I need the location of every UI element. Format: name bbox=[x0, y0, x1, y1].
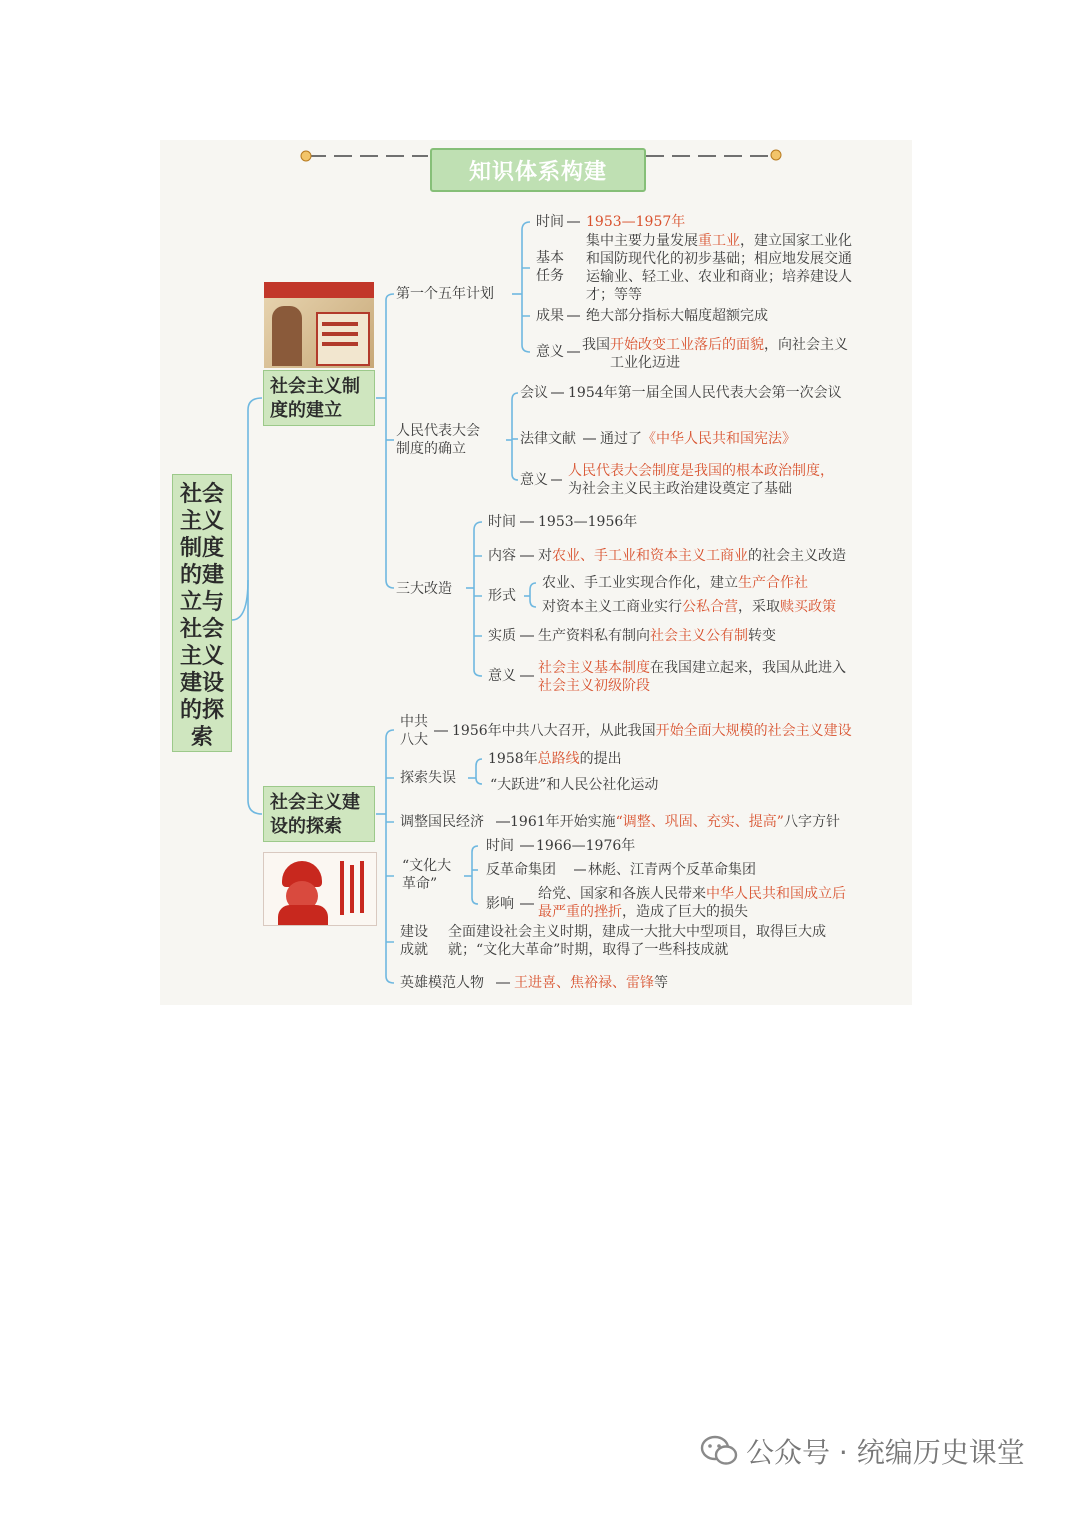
three-content-c: 的社会主义改造 bbox=[748, 548, 846, 564]
three-ess-c: 转变 bbox=[748, 628, 776, 644]
npc-law-value bbox=[600, 431, 796, 448]
three-content-key: 内容 bbox=[488, 548, 516, 564]
cr-impact-key: 影响 bbox=[486, 896, 514, 912]
mistake-l1-c: 的提出 bbox=[579, 751, 622, 767]
node-eighth-congress-line1: 中共 bbox=[400, 714, 428, 730]
three-form1-b: 生产合作社 bbox=[738, 575, 808, 591]
branch1-line2: 度的建立 bbox=[270, 400, 342, 421]
npc-law-a: 通过了 bbox=[600, 431, 642, 447]
root-topic bbox=[172, 474, 232, 752]
mistake-line1 bbox=[488, 751, 622, 768]
three-content-value bbox=[538, 548, 846, 565]
node-achievements-line2: 成就 bbox=[400, 942, 428, 958]
fyp-sig-key: 意义 bbox=[536, 344, 564, 360]
branch2-line1: 社会主义建 bbox=[270, 792, 360, 813]
fyp-sig-l1-c: ，向社会主义 bbox=[764, 337, 848, 353]
fyp-task-line1 bbox=[586, 233, 852, 250]
three-essence-value bbox=[538, 628, 776, 645]
heroes-suffix: 等 bbox=[654, 975, 668, 991]
npc-sig-line2: 为社会主义民主政治建设奠定了基础 bbox=[568, 481, 792, 497]
three-content-b: 农业、手工业和资本主义工商业 bbox=[552, 548, 748, 564]
branch-socialist-construction-exploration bbox=[263, 786, 375, 842]
poster-image-five-year-plan bbox=[264, 282, 374, 368]
fyp-time-key: 时间 bbox=[536, 214, 564, 230]
watermark-text: 公众号 · 统编历史课堂 bbox=[746, 1436, 1025, 1469]
three-content-a: 对 bbox=[538, 548, 552, 564]
mistake-line2: “大跃进”和人民公社化运动 bbox=[490, 777, 659, 793]
three-sig-l1-a: 社会主义基本制度 bbox=[538, 660, 650, 676]
three-form-key: 形式 bbox=[488, 588, 516, 604]
cr-impact-line2 bbox=[538, 904, 748, 921]
fyp-task-line4: 才；等等 bbox=[586, 287, 642, 303]
three-ess-a: 生产资料私有制向 bbox=[538, 628, 650, 644]
node-three-transformations: 三大改造 bbox=[396, 581, 452, 597]
section-header: 知识体系构建 bbox=[430, 148, 646, 192]
node-eighth-congress-line2: 八大 bbox=[400, 732, 428, 748]
fyp-sig-line1 bbox=[582, 337, 848, 354]
npc-law-b: 《中华人民共和国宪法》 bbox=[642, 431, 796, 447]
branch1-line1: 社会主义制 bbox=[270, 376, 360, 397]
adjust-text-b: “调整、巩固、充实、提高” bbox=[615, 814, 784, 830]
three-time-value: 1953—1956年 bbox=[538, 514, 638, 530]
mistake-l1-a: 1958年 bbox=[488, 751, 538, 767]
three-sig-line1 bbox=[538, 660, 846, 677]
fyp-task-line3: 运输业、轻工业、农业和商业；培养建设人 bbox=[586, 269, 852, 285]
adjust-text-c: 八字方针 bbox=[783, 814, 840, 830]
three-sig-key: 意义 bbox=[488, 668, 516, 684]
node-cultural-revolution-line2: 革命” bbox=[402, 876, 438, 892]
fyp-result-value: 绝大部分指标大幅度超额完成 bbox=[586, 308, 768, 324]
node-exploration-mistakes: 探索失误 bbox=[400, 770, 456, 786]
portrait-image-lei-feng bbox=[263, 852, 377, 926]
cr-time-value: 1966—1976年 bbox=[536, 838, 636, 854]
npc-meeting-key: 会议 bbox=[520, 385, 548, 401]
fyp-task-l1-b: 重工业 bbox=[698, 233, 740, 249]
fyp-sig-l1-a: 我国 bbox=[582, 337, 610, 353]
node-achievements-line1: 建设 bbox=[400, 924, 428, 940]
fyp-task-key-2: 任务 bbox=[536, 268, 564, 284]
three-form2-c: ，采取 bbox=[738, 599, 780, 615]
cr-impact-l1-a: 给党、国家和各族人民带来 bbox=[538, 886, 706, 902]
node-heroes: 英雄模范人物 bbox=[400, 975, 484, 991]
branch2-line2: 设的探索 bbox=[270, 816, 342, 837]
ornament-right-dot-icon bbox=[766, 145, 786, 165]
three-form2-d: 赎买政策 bbox=[780, 599, 836, 615]
fyp-task-line2: 和国防现代化的初步基础；相应地发展交通 bbox=[586, 251, 852, 267]
cr-impact-line1 bbox=[538, 886, 846, 903]
ornament-left-dot-icon bbox=[296, 148, 316, 164]
heroes-names: 王进喜、焦裕禄、雷锋 bbox=[514, 975, 654, 991]
three-sig-line2: 社会主义初级阶段 bbox=[538, 678, 650, 694]
cr-impact-l2-b: ，造成了巨大的损失 bbox=[622, 904, 748, 920]
eighth-text-b: 开始全面大规模的社会主义建设 bbox=[655, 723, 852, 739]
root-topic-text: 社会主义制度的建立与社会主义建设的探索 bbox=[179, 482, 224, 750]
adjust-text-a: 1961年开始实施 bbox=[510, 814, 616, 830]
heroes-value bbox=[514, 975, 668, 992]
node-npc-line2: 制度的确立 bbox=[396, 441, 466, 457]
wechat-icon bbox=[700, 1434, 740, 1468]
npc-sig-key: 意义 bbox=[520, 472, 548, 488]
three-form2-a: 对资本主义工商业实行 bbox=[542, 599, 682, 615]
eighth-congress-text bbox=[452, 723, 852, 740]
fyp-time-value: 1953—1957年 bbox=[586, 214, 686, 230]
cr-impact-l1-b: 中华人民共和国成立后 bbox=[706, 886, 846, 902]
cr-time-key: 时间 bbox=[486, 838, 514, 854]
three-form2-b: 公私合营 bbox=[682, 599, 738, 615]
three-form-line1 bbox=[542, 575, 808, 592]
cr-group-value: 林彪、江青两个反革命集团 bbox=[588, 862, 756, 878]
cr-group-key: 反革命集团 bbox=[486, 862, 556, 878]
fyp-result-key: 成果 bbox=[536, 308, 564, 324]
node-first-five-year-plan: 第一个五年计划 bbox=[396, 286, 494, 302]
three-form1-a: 农业、手工业实现合作化，建立 bbox=[542, 575, 738, 591]
three-ess-b: 社会主义公有制 bbox=[650, 628, 748, 644]
achievements-line1: 全面建设社会主义时期，建成一大批大中型项目，取得巨大成 bbox=[448, 924, 826, 940]
fyp-sig-line2: 工业化迈进 bbox=[610, 355, 680, 371]
fyp-sig-l1-b: 开始改变工业落后的面貌 bbox=[610, 337, 764, 353]
three-sig-l1-b: 在我国建立起来，我国从此进入 bbox=[650, 660, 846, 676]
npc-meeting-value: 1954年第一届全国人民代表大会第一次会议 bbox=[568, 385, 842, 401]
node-npc-line1: 人民代表大会 bbox=[396, 423, 480, 439]
branch-socialist-system-establishment bbox=[263, 370, 375, 426]
three-essence-key: 实质 bbox=[488, 628, 516, 644]
fyp-task-key-1: 基本 bbox=[536, 250, 564, 266]
node-adjust-economy: 调整国民经济 bbox=[400, 814, 484, 830]
fyp-task-l1-c: ，建立国家工业化 bbox=[740, 233, 852, 249]
eighth-text-a: 1956年中共八大召开，从此我国 bbox=[452, 723, 656, 739]
achievements-line2: 就；“文化大革命”时期，取得了一些科技成就 bbox=[448, 942, 729, 958]
npc-sig-line1: 人民代表大会制度是我国的根本政治制度， bbox=[568, 463, 834, 479]
cr-impact-l2-a: 最严重的挫折 bbox=[538, 904, 622, 920]
three-time-key: 时间 bbox=[488, 514, 516, 530]
fyp-task-l1-a: 集中主要力量发展 bbox=[586, 233, 698, 249]
mistake-l1-b: 总路线 bbox=[537, 751, 580, 767]
node-cultural-revolution-line1: “文化大 bbox=[402, 858, 452, 874]
three-form-line2 bbox=[542, 599, 836, 616]
adjust-text bbox=[510, 814, 840, 831]
npc-law-key: 法律文献 bbox=[520, 431, 576, 447]
